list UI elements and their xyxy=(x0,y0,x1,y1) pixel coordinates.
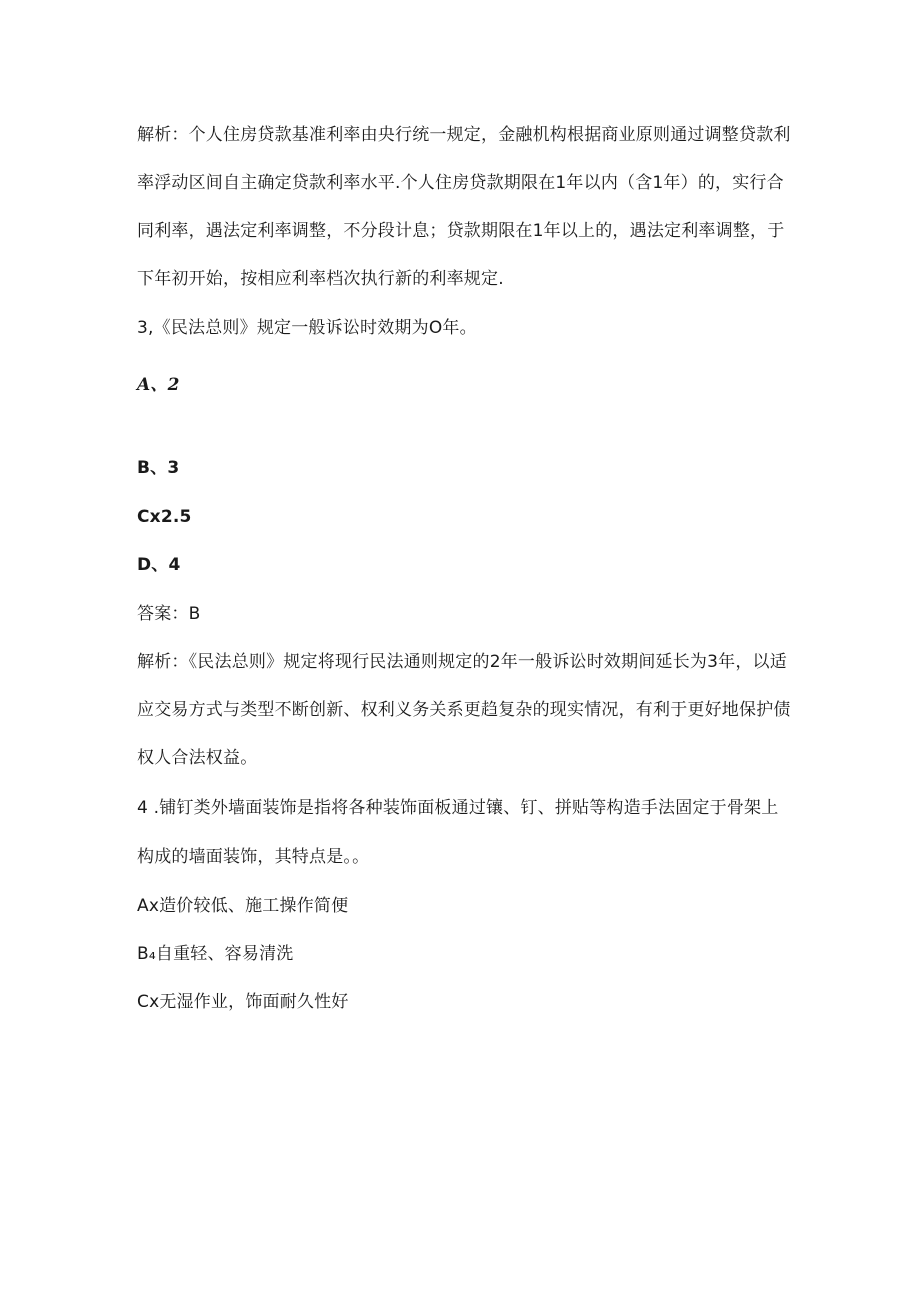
q4-stem-line-2: 构成的墙面装饰，其特点是。。 xyxy=(137,847,370,867)
q3-option-c: Cx2.5 xyxy=(137,507,192,527)
q2-explanation-line-1: 解析：个人住房贷款基准利率由央行统一规定，金融机构根据商业原则通过调整贷款利 xyxy=(137,125,791,145)
q3-option-b: B、3 xyxy=(137,458,180,478)
q3-stem: 3,《民法总则》规定一般诉讼时效期为O年。 xyxy=(137,318,477,338)
q3-option-d: D、4 xyxy=(137,555,181,575)
q3-explanation-line-2: 应交易方式与类型不断创新、权利义务关系更趋复杂的现实情况，有利于更好地保护债 xyxy=(137,700,791,720)
q4-option-a: Ax造价较低、施工操作简便 xyxy=(137,896,349,916)
q4-option-c: Cx无湿作业，饰面耐久性好 xyxy=(137,992,349,1012)
q4-stem-line-1: 4 .铺钉类外墙面装饰是指将各种装饰面板通过镶、钉、拼贴等构造手法固定于骨架上 xyxy=(137,798,779,818)
q3-option-a: A、2 xyxy=(137,375,180,395)
q2-explanation-line-4: 下年初开始，按相应利率档次执行新的利率规定. xyxy=(137,269,504,289)
q2-explanation-line-3: 同利率，遇法定利率调整，不分段计息；贷款期限在1年以上的，遇法定利率调整，于 xyxy=(137,221,785,241)
q4-option-b: B₄自重轻、容易清洗 xyxy=(137,944,294,964)
q3-explanation-line-1: 解析：《民法总则》规定将现行民法通则规定的2年一般诉讼时效期间延长为3年，以适 xyxy=(137,652,787,672)
q3-explanation-line-3: 权人合法权益。 xyxy=(137,748,258,768)
q2-explanation-line-2: 率浮动区间自主确定贷款利率水平.个人住房贷款期限在1年以内（含1年）的，实行合 xyxy=(137,173,784,193)
q3-answer: 答案：B xyxy=(137,604,201,624)
